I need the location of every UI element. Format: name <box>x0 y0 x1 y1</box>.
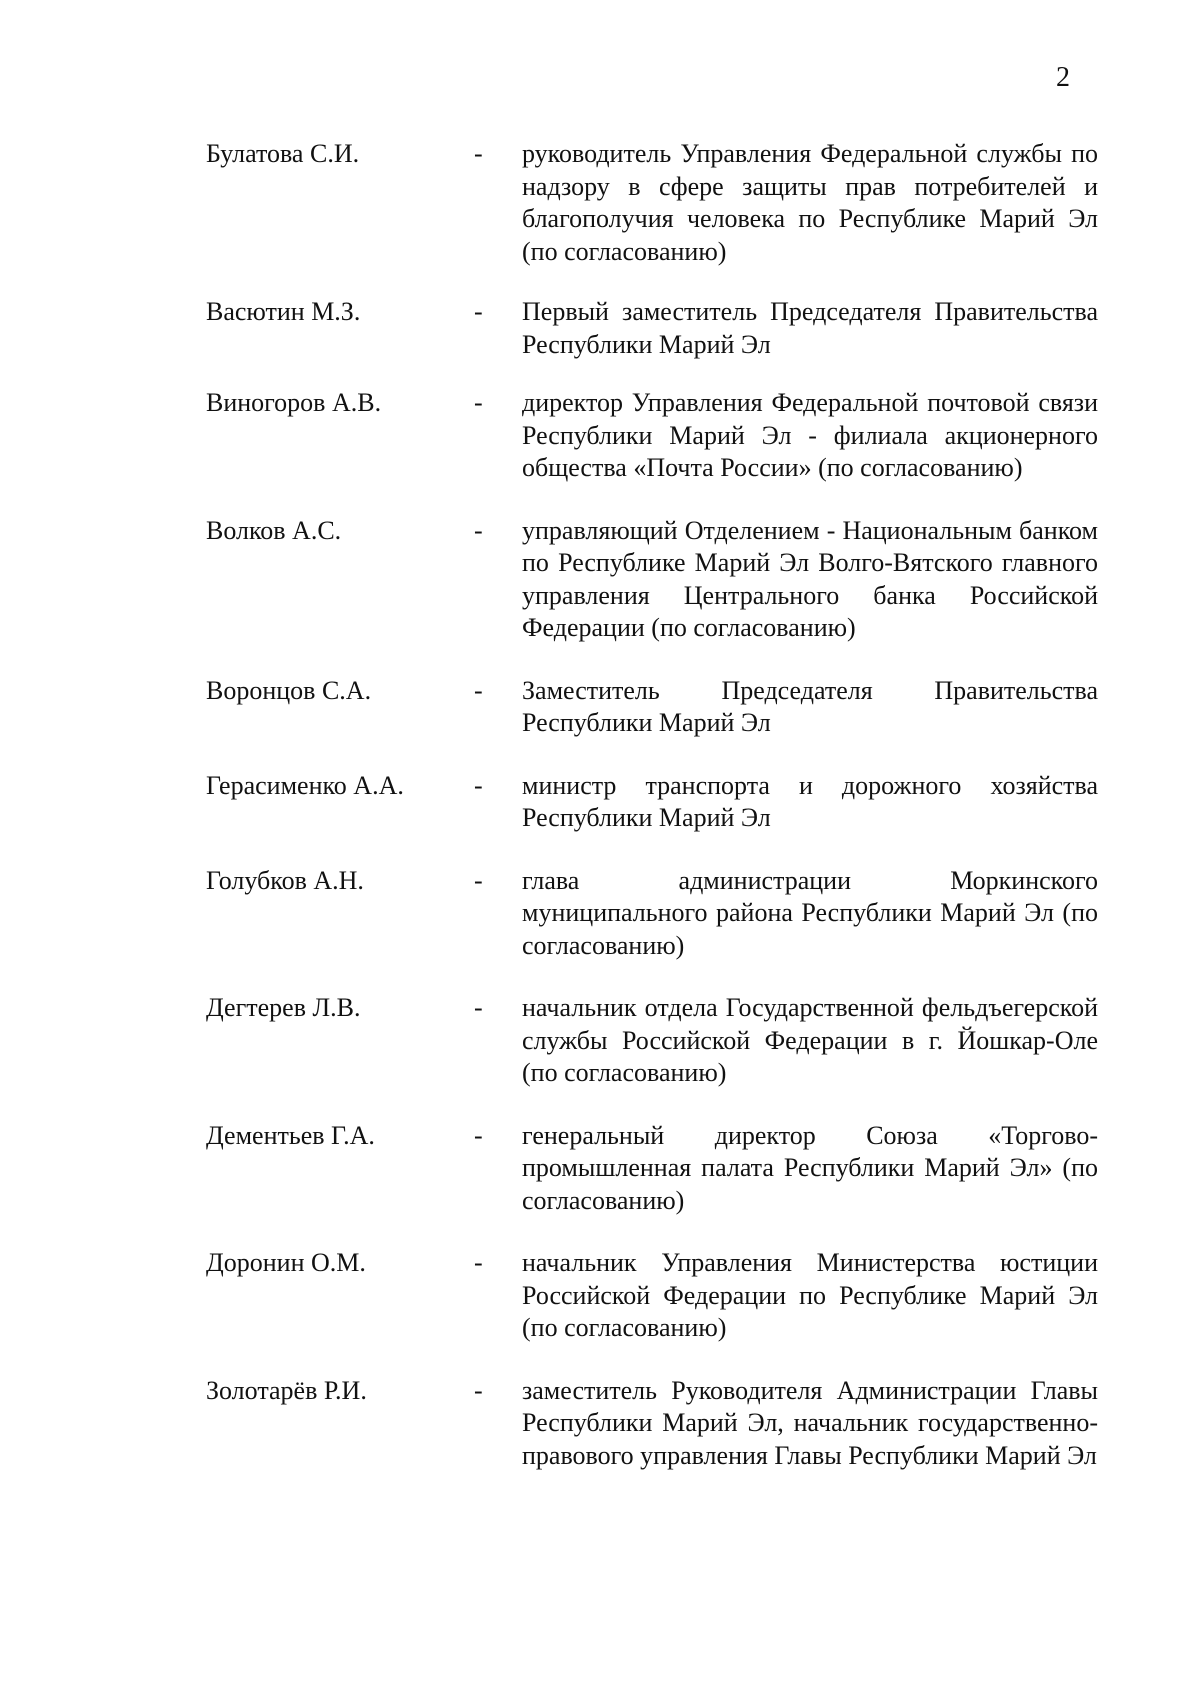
list-item <box>206 387 1098 485</box>
separator-dash: - <box>474 515 483 545</box>
member-position: Заместитель Председателя Правительства Республики Марий Эл <box>522 675 1098 737</box>
member-name: Булатова С.И. <box>206 139 360 168</box>
member-position: глава администрации Моркинского муниципального района Республики Марий Эл (по согласованию) <box>522 865 1098 960</box>
list-item <box>206 992 1098 1090</box>
member-name: Доронин О.М. <box>206 1248 366 1277</box>
member-name: Воронцов С.А. <box>206 675 372 705</box>
list-item <box>206 865 1098 963</box>
list-item <box>206 675 1098 740</box>
member-name: Золотарёв Р.И. <box>206 1375 367 1405</box>
member-name: Дементьев Г.А. <box>206 1120 375 1150</box>
separator-dash: - <box>474 675 483 705</box>
list-item <box>206 138 1098 268</box>
separator-dash: - <box>474 993 483 1022</box>
list-item <box>206 296 1098 361</box>
member-name: Голубков А.Н. <box>206 865 364 895</box>
separator-dash: - <box>474 865 483 895</box>
member-name: Васютин М.З. <box>206 297 361 326</box>
member-name: Виногоров А.В. <box>206 388 382 417</box>
member-position: генеральный директор Союза «Торгово-промышленная палата Республики Марий Эл» (по согласованию) <box>522 1120 1098 1215</box>
member-position: заместитель Руководителя Администрации Главы Республики Марий Эл, начальник государственно-правового управления Главы Республики Марий Эл <box>522 1375 1098 1470</box>
member-position: начальник Управления Министерства юстиции Российской Федерации по Республике Марий Эл (по согласованию) <box>522 1248 1098 1342</box>
member-position: министр транспорта и дорожного хозяйства Республики Марий Эл <box>522 770 1098 832</box>
member-name: Волков А.С. <box>206 515 342 545</box>
separator-dash: - <box>474 1375 483 1405</box>
separator-dash: - <box>474 1248 483 1277</box>
separator-dash: - <box>474 297 483 326</box>
member-list <box>206 138 1098 1472</box>
member-position: управляющий Отделением - Национальным банком по Республике Марий Эл Волго-Вятского главного управления Центрального банка Российской Федерации (по согласованию) <box>522 515 1098 642</box>
list-item <box>206 1120 1098 1218</box>
separator-dash: - <box>474 770 483 800</box>
list-item <box>206 1375 1098 1473</box>
list-item <box>206 1247 1098 1345</box>
member-position: руководитель Управления Федеральной службы по надзору в сфере защиты прав потребителей и благополучия человека по Республике Марий Эл (по согласованию) <box>522 139 1098 266</box>
member-position: директор Управления Федеральной почтовой связи Республики Марий Эл - филиала акционерного общества «Почта России» (по согласованию) <box>522 388 1098 482</box>
member-name: Дегтерев Л.В. <box>206 993 361 1022</box>
member-position: Первый заместитель Председателя Правительства Республики Марий Эл <box>522 297 1098 359</box>
page-number: 2 <box>1056 62 1070 93</box>
member-name: Герасименко А.А. <box>206 770 404 800</box>
list-item <box>206 770 1098 835</box>
list-item <box>206 515 1098 645</box>
member-position: начальник отдела Государственной фельдъегерской службы Российской Федерации в г. Йошкар-Оле (по согласованию) <box>522 993 1098 1087</box>
separator-dash: - <box>474 1120 483 1150</box>
separator-dash: - <box>474 139 483 168</box>
separator-dash: - <box>474 388 483 417</box>
